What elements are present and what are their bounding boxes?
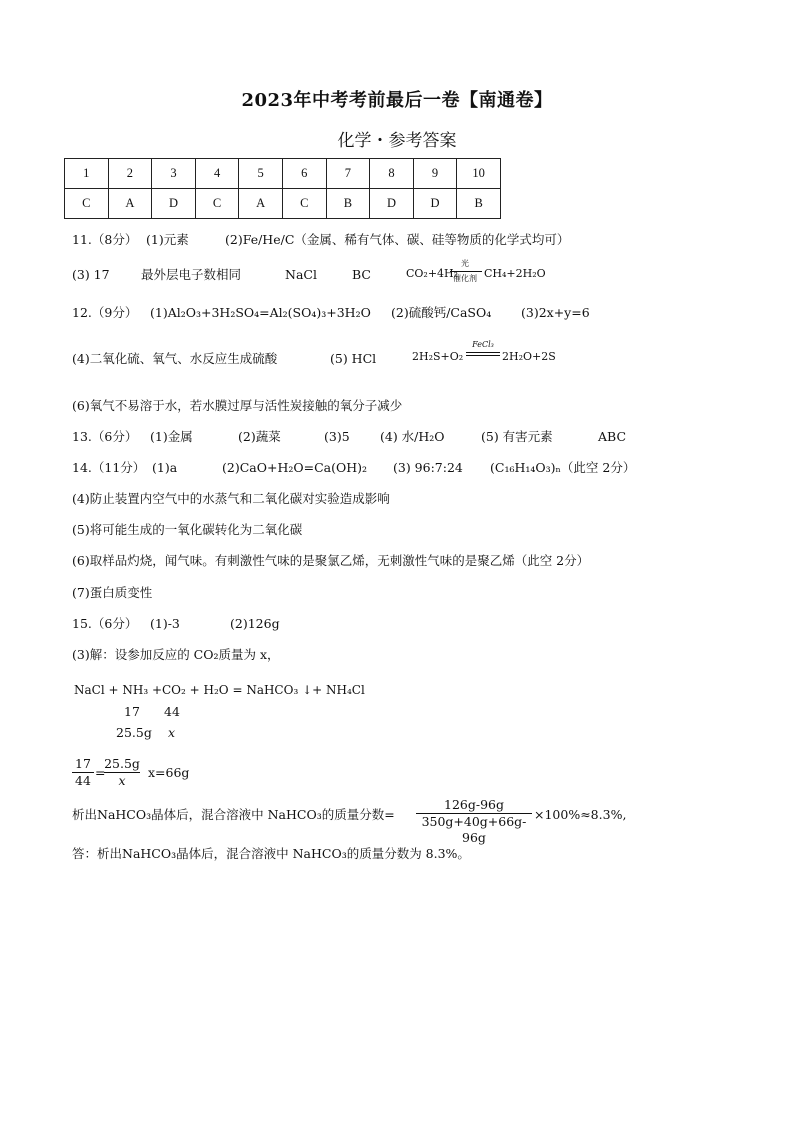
table-cell: C xyxy=(65,189,109,219)
q12-answer-2: (2)硫酸钙/CaSO₄ xyxy=(391,305,492,320)
q15-unknown-x: x xyxy=(168,725,176,740)
table-cell: C xyxy=(195,189,239,219)
q11-answer-3d: BC xyxy=(352,267,371,282)
fraction-numerator: 17 xyxy=(75,756,91,771)
fraction-numerator: 25.5g xyxy=(104,756,140,771)
table-cell: 6 xyxy=(282,159,326,189)
table-cell: D xyxy=(152,189,196,219)
q14-answer-6: (6)取样品灼烧，闻气味。有刺激性气味的是聚氯乙烯，无刺激性气味的是聚乙烯（此空 2分） xyxy=(72,553,590,568)
q12-answer-4: (4)二氧化硫、氧气、水反应生成硫酸 xyxy=(72,351,278,366)
table-cell: 4 xyxy=(195,159,239,189)
q15-given-nh3: 25.5g xyxy=(116,725,152,740)
q12-answer-3: (3)2x+y=6 xyxy=(521,305,590,320)
q15-label: 15.（6分） xyxy=(72,616,138,631)
q12-answer-6: (6)氧气不易溶于水，若水膜过厚与活性炭接触的氧分子减少 xyxy=(72,398,403,413)
q15-result: x=66g xyxy=(148,765,190,780)
page-title: 2023年中考考前最后一卷【南通卷】 xyxy=(241,90,553,111)
q12-equation-left: 2H₂S+O₂ xyxy=(412,350,464,363)
q13-label: 13.（6分） xyxy=(72,429,138,444)
table-cell: 7 xyxy=(326,159,370,189)
q14-answer-5: (5)将可能生成的一氧化碳转化为二氧化碳 xyxy=(72,522,303,537)
fraction-denominator: 44 xyxy=(75,773,91,788)
fraction-denominator: x xyxy=(118,773,126,788)
table-cell: A xyxy=(239,189,283,219)
q11-answer-2: (2)Fe/He/C（金属、稀有气体、碳、硅等物质的化学式均可） xyxy=(225,232,570,247)
q11-equation-condition-top: 光 xyxy=(461,259,469,268)
q15-fraction-1 xyxy=(72,756,94,789)
table-cell: 10 xyxy=(457,159,501,189)
q15-answer-2: (2)126g xyxy=(230,616,280,631)
q14-label: 14.（11分） xyxy=(72,460,146,475)
q11-answer-3: (3) 17 xyxy=(72,267,110,282)
q15-calc-fraction xyxy=(416,797,532,846)
q12-label: 12.（9分） xyxy=(72,305,138,320)
q11-answer-3b: 最外层电子数相同 xyxy=(141,267,242,282)
q15-mass-co2: 44 xyxy=(164,704,180,719)
q12-answer-5: (5) HCl xyxy=(330,351,377,366)
q11-equation-right: CH₄+2H₂O xyxy=(484,267,546,280)
answer-table-number-row xyxy=(65,159,501,189)
q13-answer-5: (5) 有害元素 xyxy=(481,429,553,444)
q14-answer-3b: (C₁₆H₁₄O₃)ₙ（此空 2分） xyxy=(490,460,636,475)
q11-answer-3c: NaCl xyxy=(285,267,317,282)
q13-answer-2: (2)蔬菜 xyxy=(238,429,281,444)
q13-answer-6: ABC xyxy=(598,429,627,444)
q11-label: 11.（8分） xyxy=(72,232,138,247)
q12-equation-line-bottom xyxy=(466,355,500,356)
table-cell: 5 xyxy=(239,159,283,189)
table-cell: B xyxy=(457,189,501,219)
fraction-denominator: 350g+40g+66g-96g xyxy=(421,814,527,845)
q13-answer-1: (1)金属 xyxy=(150,429,193,444)
table-cell: D xyxy=(413,189,457,219)
q12-equation-condition: FeCl₃ xyxy=(472,340,494,349)
q11-equation-arrow xyxy=(450,271,482,272)
table-cell: 3 xyxy=(152,159,196,189)
table-cell: A xyxy=(108,189,152,219)
table-cell: D xyxy=(370,189,414,219)
q12-answer-1: (1)Al₂O₃+3H₂SO₄=Al₂(SO₄)₃+3H₂O xyxy=(150,305,371,320)
answer-table-answer-row xyxy=(65,189,501,219)
table-cell: C xyxy=(282,189,326,219)
q14-answer-2: (2)CaO+H₂O=Ca(OH)₂ xyxy=(222,460,368,475)
q15-calc-prefix: 析出NaHCO₃晶体后，混合溶液中 NaHCO₃的质量分数= xyxy=(72,807,395,822)
q11-equation-left: CO₂+4H₂ xyxy=(406,267,459,280)
q12-equation-line-top xyxy=(466,352,500,353)
table-cell: 2 xyxy=(108,159,152,189)
q13-answer-3: (3)5 xyxy=(324,429,350,444)
q15-equation: NaCl + NH₃ +CO₂ + H₂O = NaHCO₃ ↓+ NH₄Cl xyxy=(74,683,365,697)
q14-answer-4: (4)防止装置内空气中的水蒸气和二氧化碳对实验造成影响 xyxy=(72,491,390,506)
table-cell: 9 xyxy=(413,159,457,189)
q15-answer-3: (3)解：设参加反应的 CO₂质量为 x， xyxy=(72,647,280,662)
q14-answer-3: (3) 96:7:24 xyxy=(393,460,463,475)
q15-fraction-2 xyxy=(104,756,140,789)
q15-mass-nh3: 17 xyxy=(124,704,140,719)
answer-table xyxy=(64,158,501,219)
q15-equals: = xyxy=(95,765,106,780)
q11-answer-1: (1)元素 xyxy=(146,232,189,247)
q15-final-answer: 答：析出NaHCO₃晶体后，混合溶液中 NaHCO₃的质量分数为 8.3%。 xyxy=(72,846,470,861)
table-cell: B xyxy=(326,189,370,219)
q14-answer-1: (1)a xyxy=(152,460,178,475)
table-cell: 8 xyxy=(370,159,414,189)
q15-answer-1: (1)-3 xyxy=(150,616,180,631)
q14-answer-7: (7)蛋白质变性 xyxy=(72,585,153,600)
q12-equation-right: 2H₂O+2S xyxy=(502,350,556,363)
table-cell: 1 xyxy=(65,159,109,189)
q15-calc-suffix: ×100%≈8.3%, xyxy=(534,807,627,822)
q11-equation-condition-bottom: 催化剂 xyxy=(453,274,477,283)
page-subtitle: 化学・参考答案 xyxy=(337,131,457,151)
q13-answer-4: (4) 水/H₂O xyxy=(380,429,445,444)
fraction-numerator: 126g-96g xyxy=(444,797,504,812)
